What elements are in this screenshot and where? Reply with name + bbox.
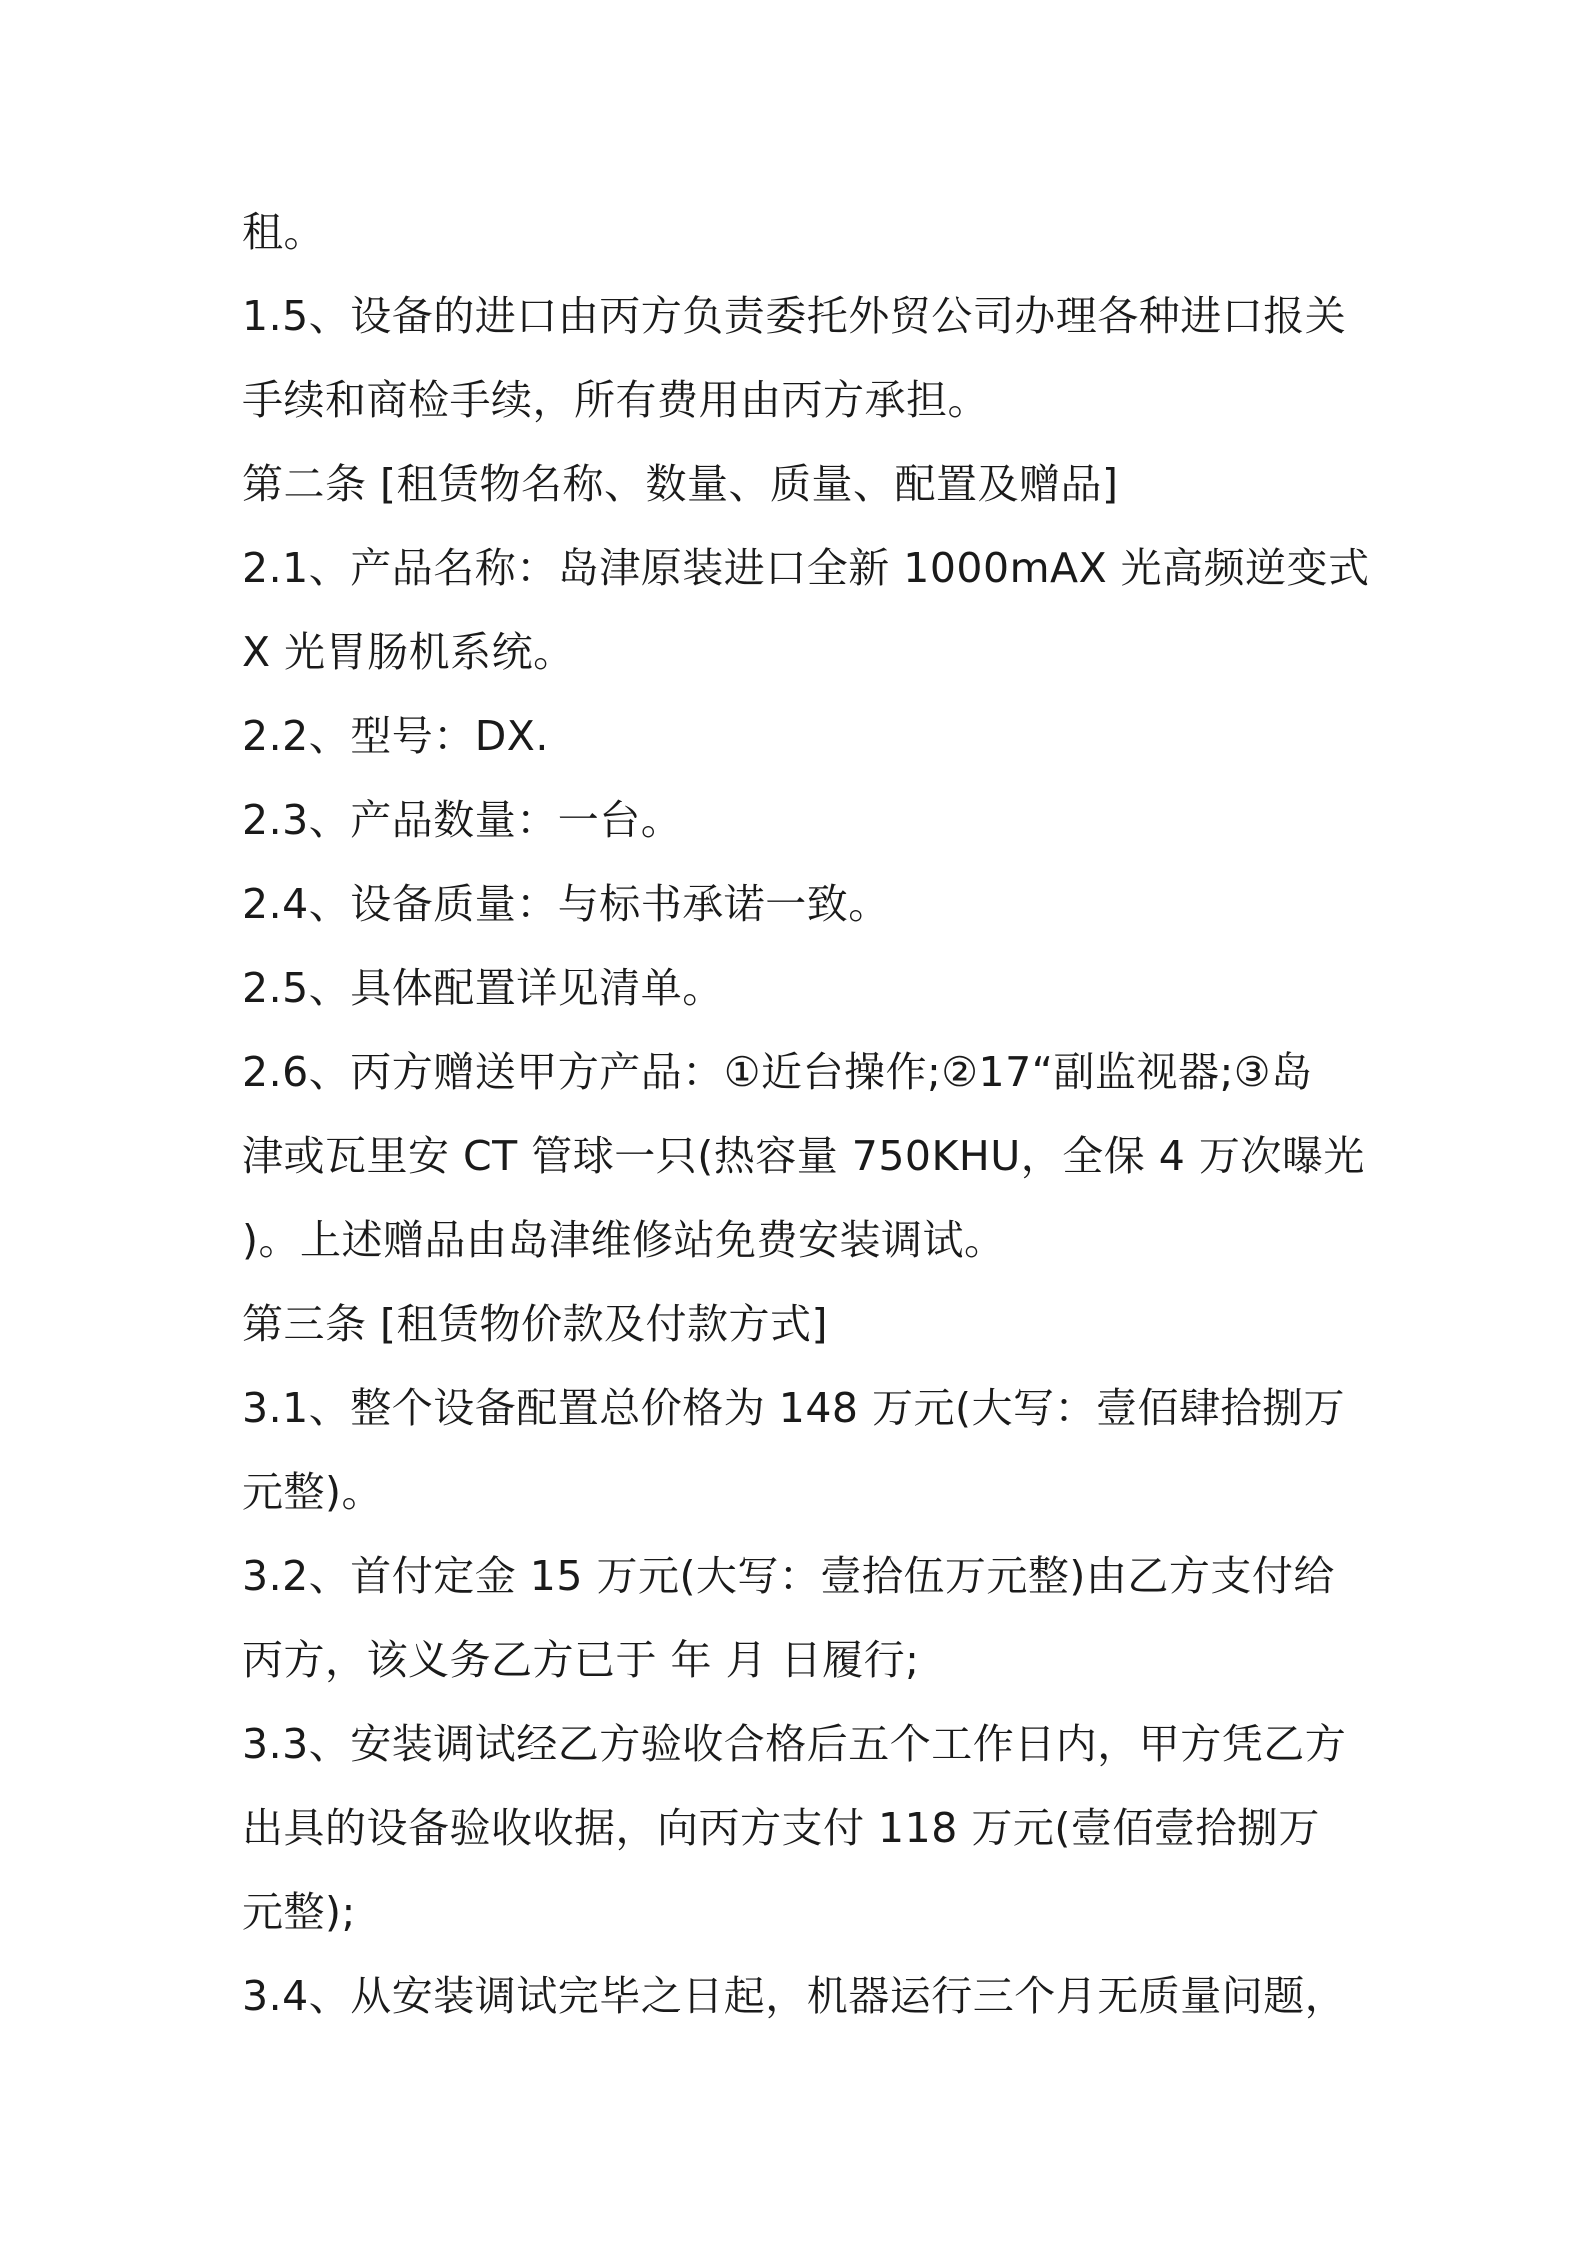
text-line: 3.3、安装调试经乙方验收合格后五个工作日内，甲方凭乙方 bbox=[242, 1720, 1347, 1768]
text-line: 2.3、产品数量：一台。 bbox=[242, 796, 683, 844]
text-line: 2.5、具体配置详见清单。 bbox=[242, 964, 724, 1012]
text-line: 出具的设备验收收据，向丙方支付 118 万元(壹佰壹拾捌万 bbox=[242, 1804, 1320, 1852]
text-line: 元整)。 bbox=[242, 1468, 383, 1516]
text-line: 手续和商检手续，所有费用由丙方承担。 bbox=[242, 376, 989, 424]
text-line: 元整); bbox=[242, 1888, 356, 1936]
section-heading: 第二条 [租赁物名称、数量、质量、配置及赠品] bbox=[242, 460, 1119, 508]
text-line: 2.4、设备质量：与标书承诺一致。 bbox=[242, 880, 890, 928]
text-line: 2.1、产品名称：岛津原装进口全新 1000mAX 光高频逆变式 bbox=[242, 544, 1370, 592]
text-line: 2.2、型号：DX. bbox=[242, 712, 549, 760]
text-line: 丙方，该义务乙方已于 年 月 日履行; bbox=[242, 1636, 920, 1684]
document-page bbox=[242, 190, 1370, 2038]
text-line: 津或瓦里安 CT 管球一只(热容量 750KHU，全保 4 万次曝光 bbox=[242, 1132, 1365, 1180]
text-line: X 光胃肠机系统。 bbox=[242, 628, 575, 676]
text-line: 1.5、设备的进口由丙方负责委托外贸公司办理各种进口报关 bbox=[242, 292, 1347, 340]
text-line: 租。 bbox=[242, 208, 325, 256]
section-heading: 第三条 [租赁物价款及付款方式] bbox=[242, 1300, 829, 1348]
text-line: 3.2、首付定金 15 万元(大写：壹拾伍万元整)由乙方支付给 bbox=[242, 1552, 1335, 1600]
text-line: )。上述赠品由岛津维修站免费安装调试。 bbox=[242, 1216, 1006, 1264]
text-line: 3.1、整个设备配置总价格为 148 万元(大写：壹佰肆拾捌万 bbox=[242, 1384, 1346, 1432]
text-line: 2.6、丙方赠送甲方产品：①近台操作;②17“副监视器;③岛 bbox=[242, 1048, 1313, 1096]
text-line: 3.4、从安装调试完毕之日起，机器运行三个月无质量问题， bbox=[242, 1972, 1347, 2020]
